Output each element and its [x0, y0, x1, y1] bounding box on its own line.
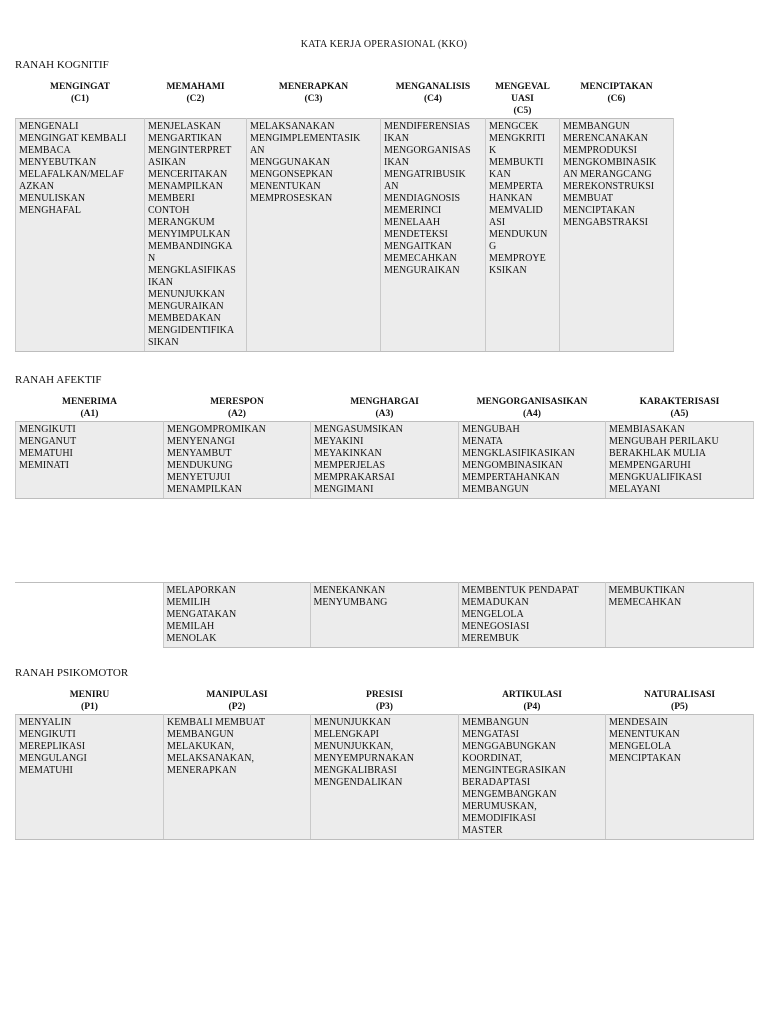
table-cell: MENGIKUTI MENGANUT MEMATUHI MEMINATI	[16, 421, 164, 498]
afektif-continuation-table	[15, 582, 754, 648]
psikomotor-body-row	[16, 714, 754, 839]
table-cell: MENUNJUKKAN MELENGKAPI MENUNJUKKAN, MENYEMPURNAKAN MENGKALIBRASI MENGENDALIKAN	[311, 714, 459, 839]
table-cell: MEMBUKTIKAN MEMECAHKAN	[605, 583, 753, 648]
afektif-table	[15, 396, 754, 499]
table-cell: MENDIFERENSIAS IKAN MENGORGANISAS IKAN MENGATRIBUSIK AN MENDIAGNOSIS MEMERINCI MENELAAH MENDETEKSI MENGAITKAN MEMECAHKAN MENGURAIKAN	[381, 118, 486, 351]
table-cell: MENGCEK MENGKRITI K MEMBUKTI KAN MEMPERTA HANKAN MEMVALID ASI MENDUKUN G MEMPROYE KSIKAN	[486, 118, 560, 351]
column-header: MENGANALISIS (C4)	[395, 82, 471, 104]
table-cell: MENGENALI MENGINGAT KEMBALI MEMBACA MENYEBUTKAN MELAFALKAN/MELAF AZKAN MENULISKAN MENGHAFAL	[16, 118, 145, 351]
table-cell: MENJELASKAN MENGARTIKAN MENGINTERPRET ASIKAN MENCERITAKAN MENAMPILKAN MEMBERI CONTOH MERANGKUM MENYIMPULKAN MEMBANDINGKA N MENGKLASIFIKAS IKAN MENUNJUKKAN MENGURAIKAN MEMBEDAKAN MENGIDENTIFIKA SIKAN	[145, 118, 247, 351]
column-header: PRESISI (P3)	[366, 690, 403, 712]
column-header: MEMAHAMI (C2)	[166, 82, 225, 104]
table-cell: MENGUBAH MENATA MENGKLASIFIKASIKAN MENGOMBINASIKAN MEMPERTAHANKAN MEMBANGUN	[459, 421, 606, 498]
column-header: MENERIMA (A1)	[62, 397, 117, 419]
table-cell: MELAPORKAN MEMILIH MENGATAKAN MEMILAH MENOLAK	[163, 583, 310, 648]
table-cell	[15, 583, 163, 648]
section-label-psikomotor: RANAH PSIKOMOTOR	[15, 667, 129, 679]
column-header: MENGORGANISASIKAN (A4)	[476, 397, 588, 419]
column-header: MERESPON (A2)	[210, 397, 264, 419]
psikomotor-header-row	[16, 689, 754, 714]
page-title: KATA KERJA OPERASIONAL (KKO)	[300, 39, 468, 50]
table-cell: MEMBANGUN MENGATASI MENGGABUNGKAN KOORDINAT, MENGINTEGRASIKAN BERADAPTASI MENGEMBANGKAN MERUMUSKAN, MEMODIFIKASI MASTER	[459, 714, 606, 839]
table-cell: KEMBALI MEMBUAT MEMBANGUN MELAKUKAN, MELAKSANAKAN, MENERAPKAN	[164, 714, 311, 839]
kognitif-header-row	[16, 81, 674, 118]
psikomotor-table	[15, 689, 754, 840]
column-header: MENIRU (P1)	[69, 690, 110, 712]
table-cell: MENDESAIN MENENTUKAN MENGELOLA MENCIPTAKAN	[606, 714, 754, 839]
table-cell: MELAKSANAKAN MENGIMPLEMENTASIK AN MENGGUNAKAN MENGONSEPKAN MENENTUKAN MEMPROSESKAN	[247, 118, 381, 351]
table-cell: MEMBANGUN MERENCANAKAN MEMPRODUKSI MENGKOMBINASIK AN MERANGCANG MEREKONSTRUKSI MEMBUAT MENCIPTAKAN MENGABSTRAKSI	[560, 118, 674, 351]
section-label-kognitif: RANAH KOGNITIF	[15, 59, 109, 71]
column-header: MENGEVAL UASI (C5)	[495, 82, 550, 116]
column-header: NATURALISASI (P5)	[643, 690, 716, 712]
column-header: KARAKTERISASI (A5)	[639, 397, 720, 419]
column-header: MENGHARGAI (A3)	[350, 397, 419, 419]
column-header: MENERAPKAN (C3)	[278, 82, 349, 104]
table-cell: MENGOMPROMIKAN MENYENANGI MENYAMBUT MENDUKUNG MENYETUJUI MENAMPILKAN	[164, 421, 311, 498]
table-cell: MENYALIN MENGIKUTI MEREPLIKASI MENGULANGI MEMATUHI	[16, 714, 164, 839]
afektif-body-row	[16, 421, 754, 498]
kognitif-table	[15, 81, 674, 352]
afektif-header-row	[16, 396, 754, 421]
kognitif-body-row	[16, 118, 674, 351]
table-cell: MEMBENTUK PENDAPAT MEMADUKAN MENGELOLA MENEGOSIASI MEREMBUK	[458, 583, 605, 648]
column-header: ARTIKULASI (P4)	[502, 690, 562, 712]
table-cell: MENGASUMSIKAN MEYAKINI MEYAKINKAN MEMPERJELAS MEMPRAKARSAI MENGIMANI	[311, 421, 459, 498]
table-cell: MEMBIASAKAN MENGUBAH PERILAKU BERAKHLAK MULIA MEMPENGARUHI MENGKUALIFIKASI MELAYANI	[606, 421, 754, 498]
column-header: MENCIPTAKAN (C6)	[580, 82, 653, 104]
table-cell: MENEKANKAN MENYUMBANG	[310, 583, 458, 648]
section-label-afektif: RANAH AFEKTIF	[15, 374, 102, 386]
afektif-continuation-row	[15, 583, 753, 648]
column-header: MENGINGAT (C1)	[50, 82, 110, 104]
column-header: MANIPULASI (P2)	[206, 690, 268, 712]
